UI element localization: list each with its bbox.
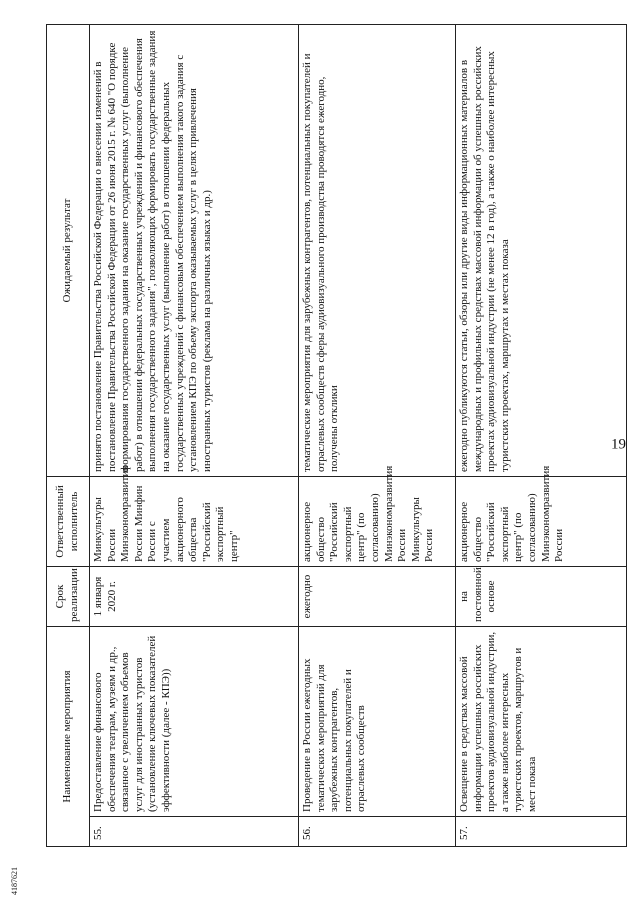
measure-result: тематические мероприятия для зарубежных контрагентов, потенциальных покупателей и отраслевых сообществ сферы аудиовизуального производства проводятся ежегодно, получены отклики	[299, 25, 456, 477]
measures-table	[46, 24, 627, 847]
measure-term: ежегодно	[299, 567, 456, 627]
measure-name: Предоставление финансового обеспечения театрам, музеям и др., связанное с увеличением объемов услуг для иностранных туристов (установление ключевых показателей эффективности (далее - КПЭ))	[90, 627, 299, 817]
measure-term: на постоянной основе	[456, 567, 627, 627]
measure-executor: акционерное общество "Российский экспортный центр" (по согласованию) Минэкономразвития России Минкультуры России	[299, 477, 456, 567]
row-number: 56.	[299, 817, 456, 847]
table-row	[299, 25, 456, 847]
header-result: Ожидаемый результат	[47, 25, 90, 477]
measure-name: Проведение в России ежегодных тематических мероприятий для зарубежных контрагентов, потенциальных покупателей и отраслевых сообществ	[299, 627, 456, 817]
document-code: 4187621	[10, 867, 19, 895]
measure-executor: акционерное общество "Российский экспортный центр" (по согласованию) Минэкономразвития России	[456, 477, 627, 567]
measure-result: принято постановление Правительства Российской Федерации о внесении изменений в постановление Правительства Российской Федерации от 26 июня 2015 г. № 640 "О порядке формирования государственного задания на оказание государственных услуг (выполнение работ) в отношении федеральных государственных учреждений и финансового обеспечения выполнения государственного задания", позволяющих формировать государственные задания на оказание государственных услуг (выполнение работ) в отношении федеральных государственных учреждений с финансовым обеспечением выполнения такого задания с установлением КПЭ по объему экспорта оказываемых услуг в целях привлечения иностранных туристов (реклама на различных языках и др.)	[90, 25, 299, 477]
measure-term: 1 января 2020 г.	[90, 567, 299, 627]
table-row	[456, 25, 627, 847]
row-number: 55.	[90, 817, 299, 847]
measure-name: Освещение в средствах массовой информации успешных российских проектов аудиовизуальной индустрии, а также наиболее интересных туристских проектов, маршрутов и мест показа	[456, 627, 627, 817]
measure-executor: Минкультуры России Минэкономразвития России Минфин России с участием акционерного общества "Российский экспортный центр"	[90, 477, 299, 567]
page-number: 19	[611, 436, 626, 453]
header-name: Наименование мероприятия	[47, 627, 90, 847]
row-number: 57.	[456, 817, 627, 847]
table-row	[90, 25, 299, 847]
table-header-row	[47, 25, 90, 847]
measure-result: ежегодно публикуются статьи, обзоры или другие виды информационных материалов в международных и профильных средствах массовой информации об успешных российских проектах аудиовизуальной индустрии (не менее 12 в год), а также о наиболее интересных туристских проектах, маршрутах и местах показа	[456, 25, 627, 477]
header-term: Срок реализации	[47, 567, 90, 627]
header-executor: Ответственный исполнитель	[47, 477, 90, 567]
